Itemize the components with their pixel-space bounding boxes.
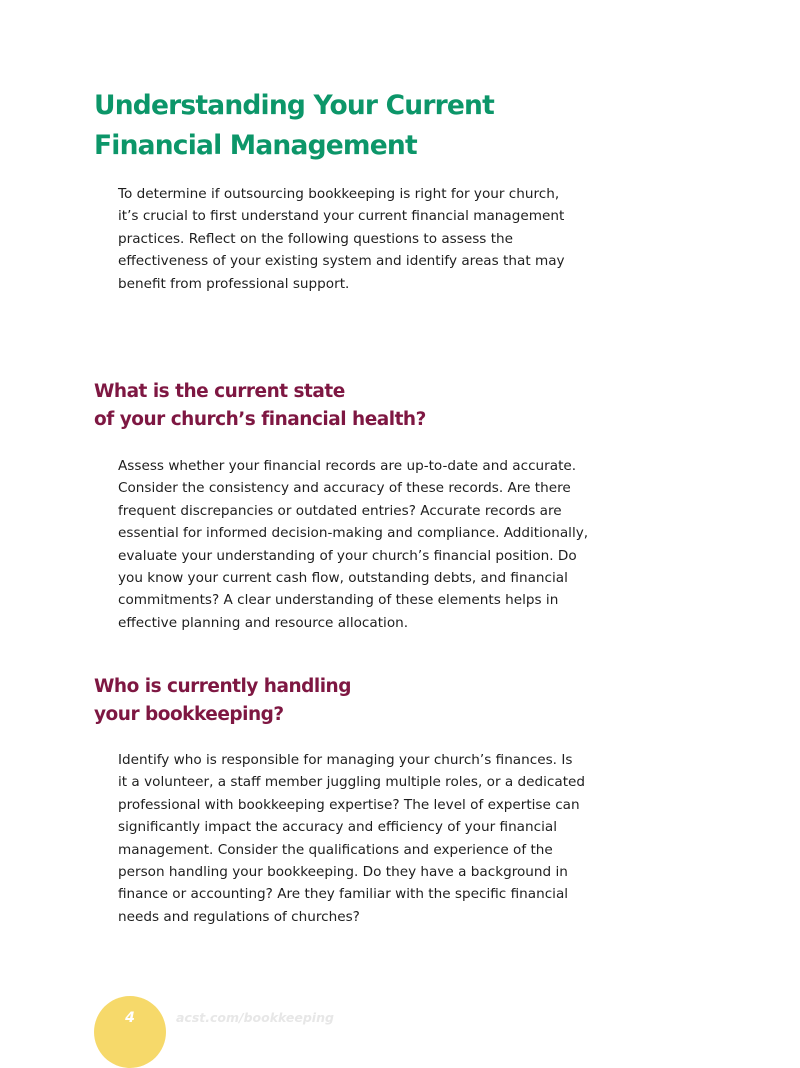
page-title-line: Understanding Your Current [94,90,494,121]
section-heading-line: What is the current state [94,381,345,402]
page-number-badge [94,996,166,1068]
section-body-line: significantly impact the accuracy and efficiency of your financial [118,819,557,836]
page-title-line: Financial Management [94,130,417,161]
section-body-line: finance or accounting? Are they familiar with the specific financial [118,886,569,903]
section-body-line: person handling your bookkeeping. Do they have a background in [118,864,568,881]
intro-line: practices. Reflect on the following questions to assess the [118,230,514,247]
footer-url: acst.com/bookkeeping [176,1010,334,1025]
section-body-line: needs and regulations of churches? [118,908,360,925]
intro-line: benefit from professional support. [118,275,350,292]
section-heading-line: of your church’s financial health? [94,409,426,430]
section-heading-line: your bookkeeping? [94,704,284,725]
intro-paragraph [118,183,678,295]
section-body-bookkeeping [118,749,678,928]
section-body-financial-health [118,455,678,634]
page-title [94,86,614,166]
section-body-line: professional with bookkeeping expertise? The level of expertise can [118,796,580,813]
intro-line: it’s crucial to first understand your current financial management [118,208,565,225]
section-body-line: essential for informed decision-making and compliance. Additionally, [118,525,589,542]
page-number: 4 [125,1010,135,1026]
section-body-line: Assess whether your financial records are up-to-date and accurate. [118,458,577,474]
section-body-line: Identify who is responsible for managing your church’s finances. Is [118,752,573,768]
section-heading-bookkeeping [94,673,614,729]
intro-line: effectiveness of your existing system and identify areas that may [118,253,565,270]
section-body-line: commitments? A clear understanding of these elements helps in [118,592,559,609]
intro-line: To determine if outsourcing bookkeeping is right for your church, [118,186,560,202]
section-body-line: management. Consider the qualifications and experience of the [118,841,553,858]
section-body-line: it a volunteer, a staff member juggling multiple roles, or a dedicated [118,774,586,791]
section-body-line: evaluate your understanding of your church’s financial position. Do [118,547,577,564]
section-body-line: effective planning and resource allocation. [118,614,409,631]
section-body-line: frequent discrepancies or outdated entries? Accurate records are [118,502,562,519]
section-heading-line: Who is currently handling [94,676,351,697]
section-heading-financial-health [94,378,614,434]
section-body-line: Consider the consistency and accuracy of these records. Are there [118,480,571,497]
section-body-line: you know your current cash flow, outstanding debts, and financial [118,570,568,587]
